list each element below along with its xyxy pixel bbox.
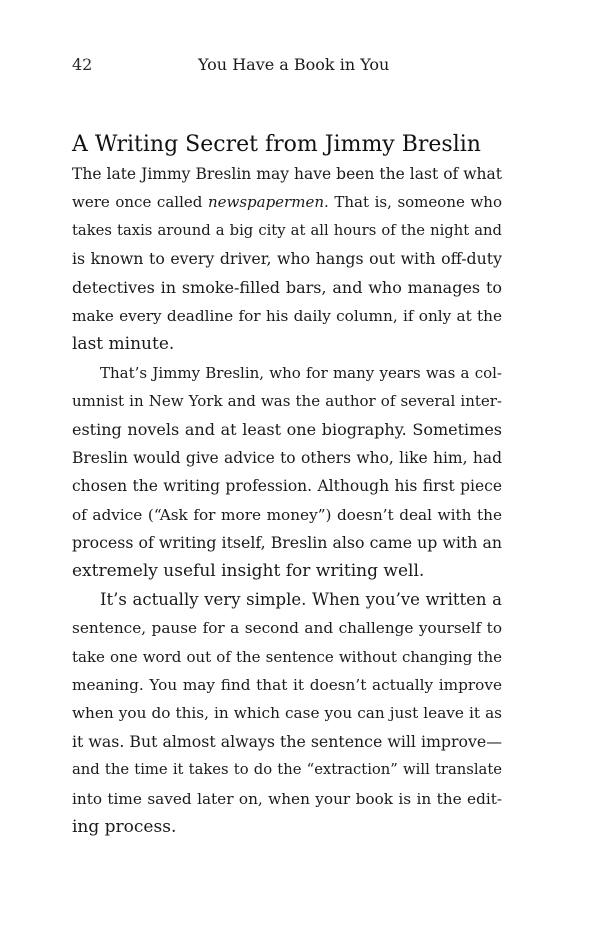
paragraph-2-line-6: of advice (“Ask for more money”) doesn’t deal with the — [72, 505, 502, 524]
paragraph-2-line-7: process of writing itself, Breslin also came up with an — [72, 533, 502, 553]
paragraph-1-line-5: detectives in smoke-filled bars, and who manages to — [72, 277, 502, 297]
paragraph-3-line-7: and the time it takes to do the “extraction” will translate — [72, 761, 502, 779]
paragraph-2-line-1: That’s Jimmy Breslin, who for many years was a col- — [100, 363, 502, 382]
paragraph-1-line-7: last minute. — [72, 334, 175, 355]
body-text — [72, 160, 502, 841]
paragraph-3-line-4: meaning. You may find that it doesn’t actually improve — [72, 676, 502, 695]
paragraph-2-line-2: umnist in New York and was the author of several inter- — [72, 392, 502, 411]
running-title: You Have a Book in You — [198, 55, 390, 74]
paragraph-3-line-1: It’s actually very simple. When you’ve written a — [100, 589, 502, 609]
page-header — [72, 53, 510, 77]
emphasized-word: newspapermen — [207, 193, 324, 212]
paragraph-3-line-9: ing process. — [72, 816, 177, 837]
paragraph-1-line-4: is known to every driver, who hangs out with off-duty — [72, 249, 502, 269]
paragraph-1-line-1: The late Jimmy Breslin may have been the last of what — [72, 165, 502, 183]
paragraph-3-line-3: take one word out of the sentence without changing the — [72, 647, 502, 666]
section-heading: A Writing Secret from Jimmy Breslin — [72, 132, 481, 157]
paragraph-3-line-8: into time saved later on, when your book is in the edit- — [72, 789, 502, 808]
paragraph-3-line-5: when you do this, in which case you can just leave it as — [72, 704, 502, 723]
paragraph-2-line-3: esting novels and at least one biography. Sometimes — [72, 419, 502, 439]
paragraph-3-line-2: sentence, pause for a second and challenge yourself to — [72, 619, 502, 638]
paragraph-1-line-3: takes taxis around a big city at all hours of the night and — [72, 221, 502, 239]
text-segment: were once called — [72, 193, 208, 212]
text-segment: . That is, someone who — [323, 193, 502, 212]
page-number: 42 — [72, 55, 93, 74]
paragraph-2-line-5: chosen the writing profession. Although his first piece — [72, 477, 502, 496]
paragraph-2-line-4: Breslin would give advice to others who, like him, had — [72, 448, 502, 467]
paragraph-1-line-2 — [72, 188, 502, 216]
paragraph-1-line-6: make every deadline for his daily column, if only at the — [72, 306, 502, 325]
paragraph-2-line-8: extremely useful insight for writing well. — [72, 561, 425, 582]
paragraph-3-line-6: it was. But almost always the sentence will improve— — [72, 731, 502, 751]
